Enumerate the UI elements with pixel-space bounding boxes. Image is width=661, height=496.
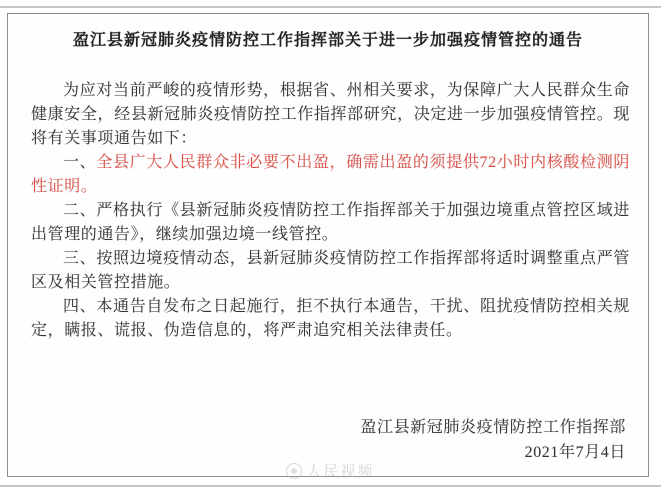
notice-body bbox=[8, 79, 648, 343]
item-text-highlighted: 全县广大人民群众非必要不出盈，确需出盈的须提供72小时内核酸检测阴性证明。 bbox=[31, 154, 630, 195]
watermark bbox=[0, 460, 661, 481]
item-text: 本通告自发布之日起施行，拒不执行本通告，干扰、阻扰疫情防控相关规定，瞒报、谎报、伪造信息的，将严肃追究相关法律责任。 bbox=[31, 298, 630, 339]
notice-paragraph-item-2 bbox=[31, 199, 630, 247]
signature-block bbox=[8, 415, 648, 465]
item-text: 严格执行《县新冠肺炎疫情防控工作指挥部关于加强边境重点管控区域进出管理的通告》，继续加强边境一线管控。 bbox=[31, 202, 630, 243]
item-number: 四、 bbox=[63, 298, 97, 315]
paragraph-text: 为应对当前严峻的疫情形势，根据省、州相关要求，为保障广大人民群众生命健康安全，经县新冠肺炎疫情防控工作指挥部研究，决定进一步加强疫情管控。现将有关事项通告如下： bbox=[31, 82, 630, 147]
page-bottom-edge-line bbox=[0, 485, 661, 487]
watermark-logo-icon bbox=[286, 463, 302, 479]
notice-paragraph-intro bbox=[31, 79, 630, 151]
notice-title: 盈江县新冠肺炎疫情防控工作指挥部关于进一步加强疫情管控的通告 bbox=[72, 32, 583, 49]
notice-document-box bbox=[7, 13, 649, 477]
notice-paragraph-item-4 bbox=[31, 295, 630, 343]
notice-paragraph-item-3 bbox=[31, 247, 630, 295]
item-number: 一、 bbox=[63, 154, 97, 171]
watermark-text: 人民视频 bbox=[306, 463, 375, 480]
page-top-edge-line bbox=[0, 6, 661, 8]
item-number: 二、 bbox=[63, 202, 97, 219]
item-number: 三、 bbox=[63, 250, 97, 267]
issuer-signature: 盈江县新冠肺炎疫情防控工作指挥部 bbox=[360, 419, 626, 436]
issue-date: 2021年7月4日 bbox=[524, 444, 626, 461]
notice-paragraph-item-1 bbox=[31, 151, 630, 199]
item-text: 按照边境疫情动态，县新冠肺炎疫情防控工作指挥部将适时调整重点严管区及相关管控措施。 bbox=[31, 250, 630, 291]
